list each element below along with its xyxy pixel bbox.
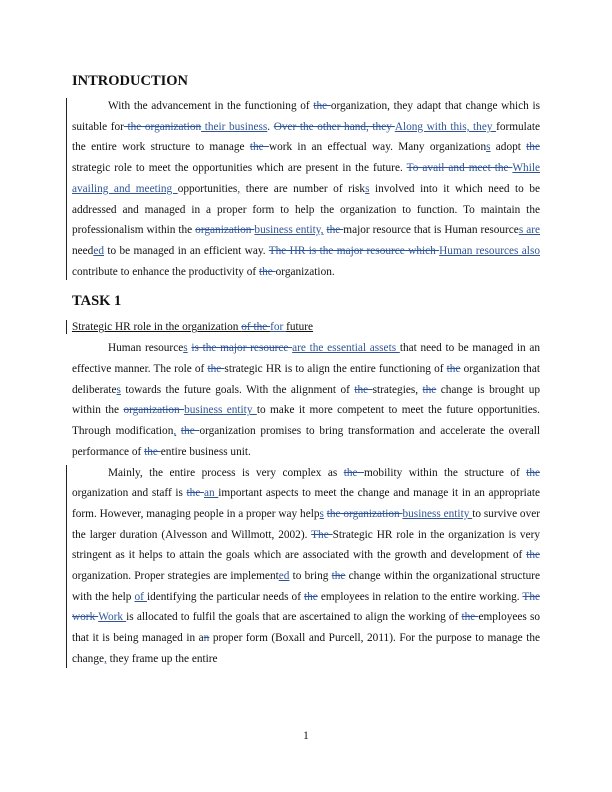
deleted-text: of the: [241, 321, 271, 334]
deleted-text: The: [311, 528, 333, 541]
inserted-text: s are: [518, 224, 540, 237]
text-run: proper form (Boxall and Purcell, 2011). For the purpose to manage the change: [72, 632, 540, 665]
text-run: With the advancement in the functioning of: [108, 100, 314, 112]
deleted-text: the: [186, 487, 204, 500]
deleted-text: organization: [123, 404, 185, 417]
task-subheading: [72, 318, 540, 336]
inserted-text: s: [183, 342, 188, 355]
text-run: organization. Proper strategies are implement: [72, 570, 279, 583]
inserted-text: an: [203, 487, 219, 500]
text-run: strategic HR is to align the entire functioning of: [224, 363, 447, 376]
task-heading: TASK 1: [72, 293, 122, 310]
text-run: employees in relation to the entire working.: [317, 590, 523, 603]
deleted-text: the: [526, 141, 540, 154]
text-run: work in an effectual way. Many organization: [268, 141, 487, 154]
text-run: towards the future goals. With the alignment of: [120, 383, 355, 396]
text-run: Strategic HR role in the organization: [72, 321, 242, 334]
text-run: need: [72, 244, 94, 257]
text-run: to make it more competent to meet the future opportunities. Through modification: [72, 404, 540, 438]
inserted-text: s: [116, 383, 121, 396]
deleted-text: Over the other hand, they: [273, 120, 395, 133]
text-run: organization that deliberate: [72, 363, 540, 396]
text-run: Mainly, the entire process is very complex as: [108, 466, 344, 479]
deleted-text: the organization: [123, 120, 202, 133]
deleted-text: the: [422, 383, 437, 396]
text-run: Strategic HR role in the organization is very stringent as it helps to attain the goals which are associated with the growth and development of: [72, 528, 540, 562]
text-run: change within the organizational structure with the help: [72, 570, 541, 603]
inserted-text: business entity,: [254, 224, 324, 237]
text-run: organization and staff is: [72, 487, 187, 500]
inserted-text: While availing and meeting: [72, 162, 540, 195]
text-run: contribute to enhance the productivity of: [72, 265, 259, 278]
text-run: organization.: [275, 265, 335, 278]
inserted-text: are the essential assets: [292, 342, 400, 355]
deleted-text: the: [526, 466, 540, 479]
text-run: involved into it which need to be addressed and managed in a proper form to help the organization to function. To maintain the professionalism within the: [72, 182, 541, 237]
intro-paragraph: [72, 96, 540, 282]
deleted-text: the: [313, 100, 331, 112]
deleted-text: the: [461, 611, 479, 624]
inserted-text: ,: [237, 182, 241, 195]
text-run: that need to be managed in an effective manner. The role of: [72, 342, 541, 376]
text-run: strategic role to meet the opportunities which are present in the future.: [72, 162, 407, 175]
deleted-text: the: [144, 445, 161, 458]
deleted-text: The HR is the major resource which: [268, 244, 440, 257]
text-run: strategies,: [372, 383, 423, 396]
inserted-text: s: [319, 507, 324, 520]
page-content: [72, 72, 540, 670]
text-run: major resource that is Human resource: [343, 224, 519, 237]
deleted-text: the: [354, 383, 373, 396]
deleted-text: the: [446, 363, 461, 376]
text-run: future: [286, 321, 314, 334]
deleted-text: is the major resource: [191, 342, 293, 355]
text-run: formulate the entire work structure to manage: [72, 120, 540, 154]
inserted-text: ,: [173, 425, 177, 438]
inserted-text: Work: [98, 611, 127, 624]
deleted-text: the: [343, 466, 364, 479]
text-run: to be managed in an efficient way.: [104, 244, 269, 257]
text-run: they frame up the entire: [106, 652, 218, 665]
deleted-text: the: [526, 549, 540, 562]
deleted-text: the: [304, 590, 318, 603]
text-run: .: [267, 120, 274, 133]
task-paragraph-1: [72, 338, 540, 462]
inserted-text: Human resources also: [439, 244, 540, 257]
text-run: adopt: [490, 141, 527, 154]
text-run: is allocated to fulfil the goals that are ascertained to align the working of: [126, 611, 462, 624]
inserted-text: s: [486, 141, 491, 154]
text-run: entire business unit.: [160, 445, 251, 458]
inserted-text: Along with this, they: [394, 120, 497, 133]
text-run: important aspects to meet the change and manage it in an appropriate form. However, managing people in a proper way help: [72, 487, 540, 520]
deleted-text: the: [326, 224, 344, 237]
text-run: Human resource: [108, 342, 184, 355]
text-run: mobility within the structure of: [363, 466, 527, 479]
text-run: there are number of risk: [240, 182, 366, 195]
inserted-text: ,: [104, 652, 107, 665]
deleted-text: The work: [72, 590, 540, 624]
text-run: change is brought up within the: [72, 383, 540, 417]
text-run: organization promises to bring transformation and accelerate the overall performance of: [72, 425, 540, 458]
deleted-text: the: [207, 363, 225, 376]
deleted-text: To avail and meet the: [406, 162, 513, 175]
deleted-text: the: [180, 425, 200, 438]
intro-heading: INTRODUCTION: [72, 73, 189, 89]
deleted-text: the: [258, 265, 276, 278]
inserted-text: business entity: [402, 507, 473, 520]
inserted-text: their business: [201, 120, 268, 133]
inserted-text: ed: [93, 244, 104, 257]
inserted-text: for: [270, 321, 287, 334]
inserted-text: s: [365, 182, 370, 195]
text-run: opportunities: [177, 182, 238, 195]
text-run: to bring: [289, 570, 332, 583]
inserted-text: business entity: [184, 404, 257, 417]
inserted-text: of: [134, 590, 147, 603]
text-run: organization, they adapt that change which is suitable for: [72, 100, 540, 133]
deleted-text: organization: [195, 224, 255, 237]
text-run: to survive over the larger duration (Alvesson and Willmott, 2002).: [72, 507, 540, 541]
text-run: identifying the particular needs of: [146, 590, 305, 603]
text-run: employees so that it is being managed in a: [72, 611, 540, 645]
deleted-text: n: [203, 632, 210, 645]
deleted-text: the organization: [326, 507, 403, 520]
deleted-text: the: [331, 570, 346, 583]
task-paragraph-2: [72, 463, 540, 670]
deleted-text: the: [249, 141, 269, 154]
page-number: 1: [303, 730, 309, 742]
inserted-text: ed: [278, 570, 290, 583]
